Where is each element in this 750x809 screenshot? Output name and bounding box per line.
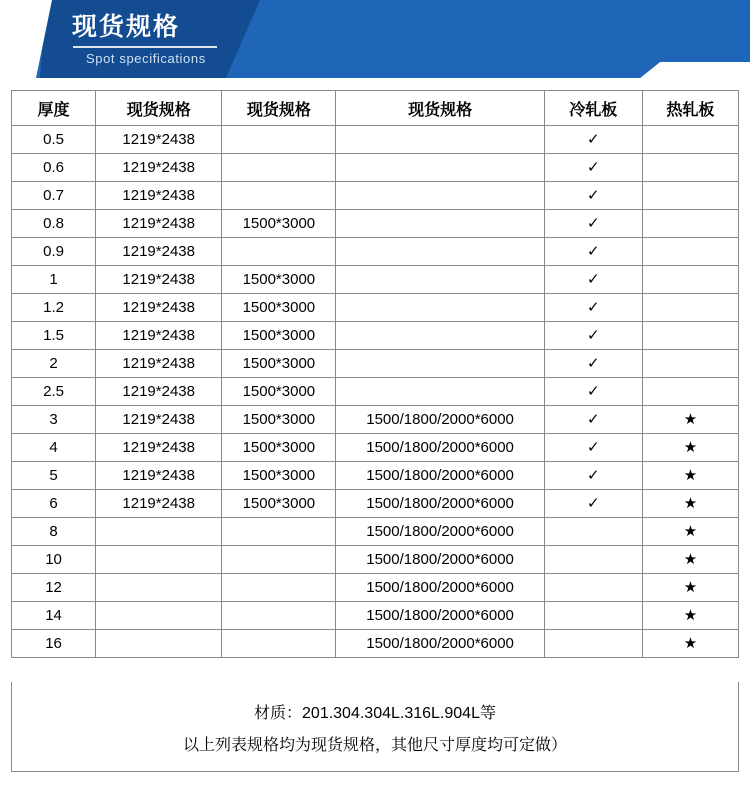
cell-spec-2: 1500*3000 xyxy=(222,266,336,294)
cell-spec-1 xyxy=(96,546,222,574)
cell-spec-3 xyxy=(336,210,544,238)
cell-cold-rolled xyxy=(544,602,642,630)
table-row xyxy=(12,154,739,182)
cell-cold-rolled: ✓ xyxy=(544,434,642,462)
header-spec-1: 现货规格 xyxy=(96,91,222,126)
cell-spec-2: 1500*3000 xyxy=(222,322,336,350)
cell-spec-2 xyxy=(222,602,336,630)
cell-hot-rolled xyxy=(642,238,738,266)
cell-spec-1: 1219*2438 xyxy=(96,322,222,350)
header-spec-2: 现货规格 xyxy=(222,91,336,126)
cell-spec-1: 1219*2438 xyxy=(96,462,222,490)
table-row xyxy=(12,490,739,518)
cell-cold-rolled: ✓ xyxy=(544,210,642,238)
cell-spec-2 xyxy=(222,182,336,210)
table-row xyxy=(12,518,739,546)
cell-spec-3 xyxy=(336,238,544,266)
cell-hot-rolled: ★ xyxy=(642,546,738,574)
cell-spec-3 xyxy=(336,266,544,294)
cell-spec-2 xyxy=(222,154,336,182)
cell-spec-3 xyxy=(336,322,544,350)
cell-thickness: 2 xyxy=(12,350,96,378)
cell-thickness: 0.9 xyxy=(12,238,96,266)
cell-hot-rolled: ★ xyxy=(642,574,738,602)
table-row xyxy=(12,210,739,238)
cell-thickness: 2.5 xyxy=(12,378,96,406)
cell-hot-rolled: ★ xyxy=(642,406,738,434)
cell-hot-rolled xyxy=(642,210,738,238)
header-thickness: 厚度 xyxy=(12,91,96,126)
cell-hot-rolled: ★ xyxy=(642,490,738,518)
cell-hot-rolled: ★ xyxy=(642,602,738,630)
cell-hot-rolled xyxy=(642,294,738,322)
cell-cold-rolled: ✓ xyxy=(544,378,642,406)
cell-hot-rolled: ★ xyxy=(642,518,738,546)
spec-table-container xyxy=(11,90,739,658)
banner-title: 现货规格 xyxy=(72,13,181,41)
cell-spec-2: 1500*3000 xyxy=(222,294,336,322)
cell-thickness: 5 xyxy=(12,462,96,490)
cell-hot-rolled xyxy=(642,154,738,182)
cell-cold-rolled: ✓ xyxy=(544,490,642,518)
cell-spec-3 xyxy=(336,294,544,322)
note-custom-order: 以上列表规格均为现货规格，其他尺寸厚度均可定做） xyxy=(182,737,567,754)
cell-spec-1: 1219*2438 xyxy=(96,238,222,266)
cell-spec-1: 1219*2438 xyxy=(96,182,222,210)
cell-thickness: 1.5 xyxy=(12,322,96,350)
note-material: 材质：201.304.304L.316L.904L等 xyxy=(254,705,496,722)
cell-spec-1: 1219*2438 xyxy=(96,350,222,378)
cell-spec-3: 1500/1800/2000*6000 xyxy=(336,490,544,518)
cell-thickness: 14 xyxy=(12,602,96,630)
cell-hot-rolled xyxy=(642,322,738,350)
header-spec-3: 现货规格 xyxy=(336,91,544,126)
cell-spec-2 xyxy=(222,630,336,658)
banner-divider xyxy=(73,46,217,48)
cell-spec-3: 1500/1800/2000*6000 xyxy=(336,630,544,658)
table-row xyxy=(12,574,739,602)
table-row xyxy=(12,434,739,462)
cell-thickness: 12 xyxy=(12,574,96,602)
cell-spec-1: 1219*2438 xyxy=(96,378,222,406)
spec-table xyxy=(11,90,739,658)
cell-spec-3: 1500/1800/2000*6000 xyxy=(336,546,544,574)
cell-cold-rolled: ✓ xyxy=(544,406,642,434)
cell-spec-1 xyxy=(96,574,222,602)
cell-thickness: 6 xyxy=(12,490,96,518)
cell-spec-3 xyxy=(336,350,544,378)
cell-spec-3 xyxy=(336,126,544,154)
cell-cold-rolled: ✓ xyxy=(544,154,642,182)
cell-spec-3: 1500/1800/2000*6000 xyxy=(336,462,544,490)
table-row xyxy=(12,406,739,434)
cell-hot-rolled: ★ xyxy=(642,434,738,462)
cell-spec-2: 1500*3000 xyxy=(222,378,336,406)
header-cold-rolled: 冷轧板 xyxy=(544,91,642,126)
cell-cold-rolled: ✓ xyxy=(544,182,642,210)
cell-spec-3 xyxy=(336,378,544,406)
banner-subtitle: Spot specifications xyxy=(86,51,206,66)
cell-spec-3: 1500/1800/2000*6000 xyxy=(336,406,544,434)
table-row xyxy=(12,322,739,350)
cell-spec-3: 1500/1800/2000*6000 xyxy=(336,602,544,630)
cell-spec-1: 1219*2438 xyxy=(96,434,222,462)
cell-cold-rolled: ✓ xyxy=(544,322,642,350)
table-row xyxy=(12,546,739,574)
cell-cold-rolled: ✓ xyxy=(544,126,642,154)
cell-thickness: 0.8 xyxy=(12,210,96,238)
cell-cold-rolled: ✓ xyxy=(544,462,642,490)
spec-table-body xyxy=(12,126,739,658)
cell-spec-3 xyxy=(336,154,544,182)
table-row xyxy=(12,238,739,266)
cell-hot-rolled: ★ xyxy=(642,462,738,490)
cell-cold-rolled xyxy=(544,574,642,602)
cell-thickness: 1 xyxy=(12,266,96,294)
cell-thickness: 8 xyxy=(12,518,96,546)
cell-cold-rolled xyxy=(544,546,642,574)
cell-spec-1 xyxy=(96,630,222,658)
spec-table-header xyxy=(12,91,739,126)
cell-cold-rolled xyxy=(544,630,642,658)
cell-spec-1: 1219*2438 xyxy=(96,490,222,518)
table-row xyxy=(12,378,739,406)
cell-spec-2: 1500*3000 xyxy=(222,210,336,238)
cell-spec-1 xyxy=(96,518,222,546)
cell-thickness: 3 xyxy=(12,406,96,434)
cell-thickness: 4 xyxy=(12,434,96,462)
cell-cold-rolled: ✓ xyxy=(544,238,642,266)
cell-thickness: 0.6 xyxy=(12,154,96,182)
cell-spec-1: 1219*2438 xyxy=(96,210,222,238)
table-row xyxy=(12,630,739,658)
table-row xyxy=(12,266,739,294)
cell-hot-rolled xyxy=(642,350,738,378)
cell-cold-rolled: ✓ xyxy=(544,266,642,294)
cell-spec-2 xyxy=(222,518,336,546)
cell-hot-rolled xyxy=(642,126,738,154)
cell-spec-2: 1500*3000 xyxy=(222,434,336,462)
cell-spec-3: 1500/1800/2000*6000 xyxy=(336,434,544,462)
cell-spec-3: 1500/1800/2000*6000 xyxy=(336,518,544,546)
table-row xyxy=(12,294,739,322)
banner-text-block xyxy=(72,10,492,67)
header-banner xyxy=(0,0,750,84)
table-row xyxy=(12,602,739,630)
cell-hot-rolled xyxy=(642,378,738,406)
cell-hot-rolled xyxy=(642,266,738,294)
header-hot-rolled: 热轧板 xyxy=(642,91,738,126)
cell-spec-2 xyxy=(222,238,336,266)
cell-spec-2 xyxy=(222,574,336,602)
cell-hot-rolled xyxy=(642,182,738,210)
cell-thickness: 1.2 xyxy=(12,294,96,322)
cell-cold-rolled: ✓ xyxy=(544,294,642,322)
cell-spec-1: 1219*2438 xyxy=(96,126,222,154)
table-row xyxy=(12,462,739,490)
cell-hot-rolled: ★ xyxy=(642,630,738,658)
table-row xyxy=(12,350,739,378)
cell-thickness: 0.5 xyxy=(12,126,96,154)
cell-thickness: 0.7 xyxy=(12,182,96,210)
cell-thickness: 16 xyxy=(12,630,96,658)
cell-spec-2 xyxy=(222,126,336,154)
cell-spec-2: 1500*3000 xyxy=(222,406,336,434)
footer-notes xyxy=(11,682,739,772)
cell-spec-3: 1500/1800/2000*6000 xyxy=(336,574,544,602)
cell-spec-2: 1500*3000 xyxy=(222,350,336,378)
cell-spec-2 xyxy=(222,546,336,574)
table-row xyxy=(12,182,739,210)
cell-spec-1: 1219*2438 xyxy=(96,154,222,182)
cell-cold-rolled: ✓ xyxy=(544,350,642,378)
cell-spec-3 xyxy=(336,182,544,210)
cell-cold-rolled xyxy=(544,518,642,546)
cell-spec-1 xyxy=(96,602,222,630)
cell-thickness: 10 xyxy=(12,546,96,574)
cell-spec-2: 1500*3000 xyxy=(222,490,336,518)
cell-spec-1: 1219*2438 xyxy=(96,406,222,434)
table-row xyxy=(12,126,739,154)
table-header-row xyxy=(12,91,739,126)
cell-spec-2: 1500*3000 xyxy=(222,462,336,490)
cell-spec-1: 1219*2438 xyxy=(96,294,222,322)
cell-spec-1: 1219*2438 xyxy=(96,266,222,294)
